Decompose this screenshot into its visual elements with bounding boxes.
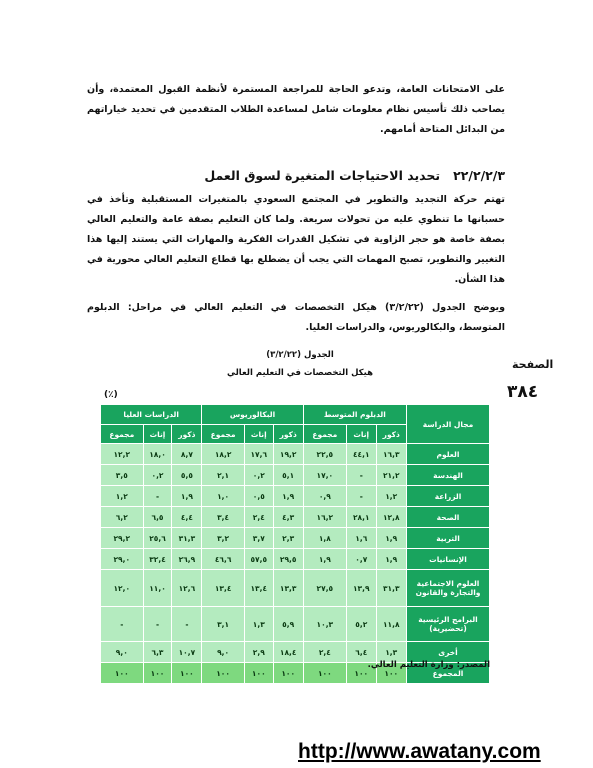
table-cell: ١٠٠ [172, 663, 202, 684]
table-cell: ٥,١ [273, 465, 303, 486]
table-cell: ٣,٤ [202, 507, 245, 528]
table-cell: - [347, 465, 376, 486]
table-cell: ٢,٩ [244, 642, 273, 663]
table-cell: ٣١,٣ [172, 528, 202, 549]
subcol-male: ذكور [376, 425, 407, 444]
subcol-total: مجموع [303, 425, 346, 444]
table-cell: ١٠٠ [143, 663, 172, 684]
table-cell: ١٠٠ [303, 663, 346, 684]
table-cell: - [172, 607, 202, 642]
table-cell: ١٠,٣ [303, 607, 346, 642]
table-cell: ٨,٧ [172, 444, 202, 465]
table-cell: ٣,١ [202, 607, 245, 642]
table-cell: - [143, 486, 172, 507]
table-cell: ٣,٥ [101, 465, 144, 486]
table-cell: - [143, 607, 172, 642]
unit-label: (٪) [104, 390, 118, 400]
table-cell: ١٢,٦ [172, 570, 202, 607]
table-cell: ٩,٠ [202, 642, 245, 663]
subcol-female: إناث [244, 425, 273, 444]
table-cell: ١٢,٠ [101, 570, 144, 607]
table-cell: ٢٩,٥ [273, 549, 303, 570]
table-cell: ٢,٤ [303, 642, 346, 663]
table-row [101, 549, 490, 570]
table-cell: ٢,٤ [244, 507, 273, 528]
row-label: أخرى [407, 642, 490, 663]
table-cell: ٣٢,٤ [143, 549, 172, 570]
table-cell: ٤٤,١ [347, 444, 376, 465]
subcol-female: إناث [143, 425, 172, 444]
table-row [101, 486, 490, 507]
table-cell: ١٠٠ [376, 663, 407, 684]
table-cell: ١,٣ [376, 642, 407, 663]
table-cell: ٦,٤ [347, 642, 376, 663]
table-cell: ٦,٢ [101, 507, 144, 528]
table-cell: ٠,٥ [244, 486, 273, 507]
section-title: تحديد الاحتياجات المتغيرة لسوق العمل [204, 168, 441, 183]
table-cell: ٥,٩ [273, 607, 303, 642]
table-cell: ١,٢ [101, 486, 144, 507]
table-cell: ٥,٢ [347, 607, 376, 642]
table-cell: ١,٢ [376, 486, 407, 507]
table-cell: ١,٩ [273, 486, 303, 507]
table-cell: ١٠٠ [202, 663, 245, 684]
page-number: ٣٨٤ [507, 382, 539, 402]
subcol-male: ذكور [273, 425, 303, 444]
table-cell: ٦,٥ [143, 507, 172, 528]
body-paragraph-1: تهتم حركة التجديد والتطوير في المجتمع السعودي بالمتغيرات المستقبلية وتأخذ في حسبانها ما تنطوي عليه من تحولات سريعة. ولما كان التعليم بصفة عامة والتعليم العالي بصفة خاصة هو حجر الزاوية في تشكيل القدرات الفكرية والمهارات التي يستند إليها هذا التغيير والتطوير، تصبح المهمات التي يجب أن يضطلع بها قطاع التعليم العالي محورية في هذا الشأن. [87, 194, 505, 285]
table-cell: ١٠٠ [244, 663, 273, 684]
table-cell: ٢٩,٠ [101, 549, 144, 570]
table-cell: ٠,٩ [303, 486, 346, 507]
intro-paragraph: على الامتحانات العامة، وتدعو الحاجة للمراجعة المستمرة لأنظمة القبول المعتمدة، وأن يصاحب ذلك تأسيس نظام معلومات شامل لمساعدة الطلاب المتقدمين في تحديد خياراتهم من البدائل المتاحة أمامهم. [87, 84, 505, 135]
table-cell: ١٣,٤ [244, 570, 273, 607]
table-cell: - [347, 486, 376, 507]
table-cell: ٢١,٢ [376, 465, 407, 486]
table-cell: ١٢,٨ [376, 507, 407, 528]
table-cell: - [101, 607, 144, 642]
specializations-table [100, 404, 490, 684]
website-link[interactable]: http://www.awatany.com [298, 740, 541, 763]
table-cell: ١٨,٤ [273, 642, 303, 663]
table-cell: ١١,٨ [376, 607, 407, 642]
table-cell: ١,٩ [303, 549, 346, 570]
table-cell: ١,٠ [202, 486, 245, 507]
table-cell: ٥,٥ [172, 465, 202, 486]
table-cell: ٣١,٣ [376, 570, 407, 607]
table-cell: ١,٩ [172, 486, 202, 507]
table-cell: ٣,٧ [244, 528, 273, 549]
group-header-graduate: الدراسات العليا [101, 405, 202, 425]
page-label: الصفحة [512, 358, 554, 371]
table-cell: ١٣,٩ [347, 570, 376, 607]
table-cell: ٦,٣ [143, 642, 172, 663]
table-cell: ١٨,٢ [202, 444, 245, 465]
table-row [101, 444, 490, 465]
subcol-total: مجموع [202, 425, 245, 444]
table-cell: ١٧,٦ [244, 444, 273, 465]
row-label: الصحة [407, 507, 490, 528]
table-cell: ١٦,٢ [303, 507, 346, 528]
table-number: الجدول (٣/٢/٢٢) [266, 350, 334, 360]
table-cell: ٤,٣ [273, 507, 303, 528]
row-label: البرامج الرئيسية (تحضيرية) [407, 607, 490, 642]
table-cell: ٢٦,٩ [172, 549, 202, 570]
table-cell: ١٠٠ [347, 663, 376, 684]
table-cell: ٢٥,٦ [143, 528, 172, 549]
table-cell: ١,٩ [376, 528, 407, 549]
table-cell: ١,٦ [347, 528, 376, 549]
table-cell: ١,٩ [376, 549, 407, 570]
table-title: هيكل التخصصات في التعليم العالي [227, 368, 373, 378]
subcol-male: ذكور [172, 425, 202, 444]
row-label: المجموع [407, 663, 490, 684]
table-cell: ٢,١ [202, 465, 245, 486]
subcol-total: مجموع [101, 425, 144, 444]
row-label: الزراعة [407, 486, 490, 507]
table-cell: ٠,٧ [347, 549, 376, 570]
table-cell: ١,٣ [244, 607, 273, 642]
table-row [101, 528, 490, 549]
table-cell: ١,٨ [303, 528, 346, 549]
table-cell: ٣,٢ [202, 528, 245, 549]
table-cell: ١١,٠ [143, 570, 172, 607]
table-body [101, 444, 490, 684]
table-cell: ٥٧,٥ [244, 549, 273, 570]
row-label: التربية [407, 528, 490, 549]
table-cell: ٢٧,٥ [303, 570, 346, 607]
table-cell: ١٣,٤ [202, 570, 245, 607]
table-cell: ١٢,٢ [101, 444, 144, 465]
table-row [101, 607, 490, 642]
table-cell: ٢٨,١ [347, 507, 376, 528]
table-cell: ١٠٠ [273, 663, 303, 684]
section-number: ٢٢/٢/٢/٣ [453, 168, 505, 183]
col-field-header: مجال الدراسة [407, 405, 490, 444]
source-note: المصدر: وزارة التعليم العالي. [367, 660, 490, 670]
table-cell: ١٣,٣ [273, 570, 303, 607]
table-cell: ٢٢,٥ [303, 444, 346, 465]
table-cell: ١٩,٢ [273, 444, 303, 465]
table-cell: ٢٩,٢ [101, 528, 144, 549]
group-header-diploma: الدبلوم المتوسط [303, 405, 406, 425]
table-cell: ٤٦,٦ [202, 549, 245, 570]
row-label: العلوم الاجتماعية والتجارة والقانون [407, 570, 490, 607]
table-cell: ٠,٢ [143, 465, 172, 486]
body-paragraph-2: ويوضح الجدول (٣/٢/٢٢) هيكل التخصصات في التعليم العالي في مراحل: الدبلوم المتوسط، والبكالوريوس، والدراسات العليا. [87, 302, 506, 333]
row-label: الإنسانيات [407, 549, 490, 570]
table-row [101, 465, 490, 486]
row-label: العلوم [407, 444, 490, 465]
table-cell: ٠,٢ [244, 465, 273, 486]
group-header-bachelor: البكالوريوس [202, 405, 303, 425]
table-cell: ١٠,٧ [172, 642, 202, 663]
table-cell: ٩,٠ [101, 642, 144, 663]
table-cell: ١٧,٠ [303, 465, 346, 486]
table-cell: ٤,٤ [172, 507, 202, 528]
table-row [101, 570, 490, 607]
subcol-female: إناث [347, 425, 376, 444]
section-heading [204, 168, 505, 183]
table-row [101, 507, 490, 528]
table-cell: ١٦,٣ [376, 444, 407, 465]
row-label: الهندسة [407, 465, 490, 486]
table-cell: ١٨,٠ [143, 444, 172, 465]
table-cell: ١٠٠ [101, 663, 144, 684]
table-cell: ٢,٣ [273, 528, 303, 549]
